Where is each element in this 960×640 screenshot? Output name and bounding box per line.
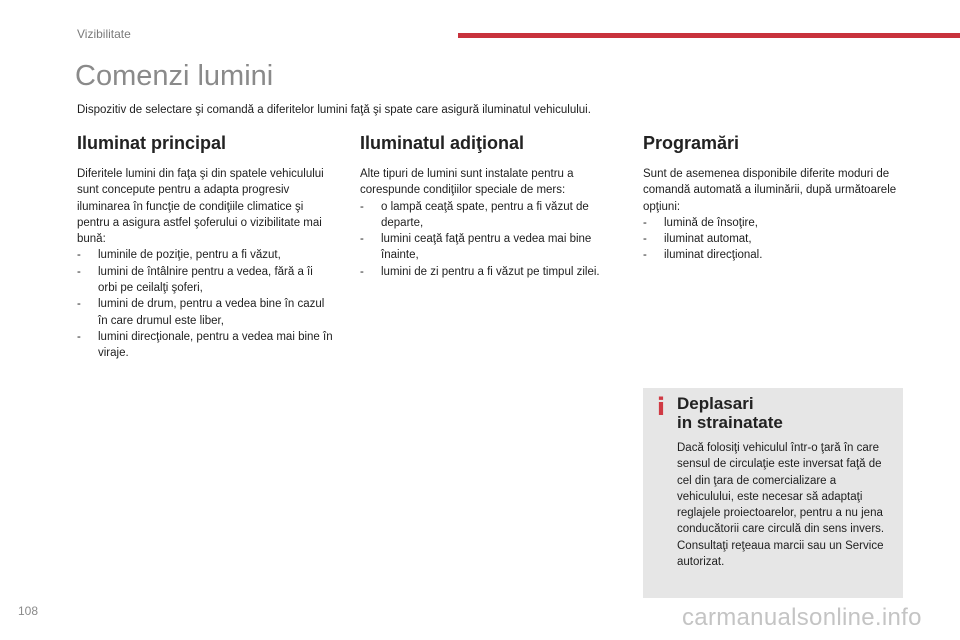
- column-additional-lighting: [360, 133, 618, 280]
- page-title: Comenzi lumini: [75, 60, 274, 92]
- dash-marker: -: [643, 233, 647, 246]
- column-paragraph: Alte tipuri de lumini sunt instalate pentru a corespunde condiţiilor speciale de mers:: [360, 168, 574, 197]
- section-label: Vizibilitate: [77, 27, 131, 41]
- list-item: [643, 231, 901, 247]
- intro-text: Dispozitiv de selectare şi comandă a diferitelor lumini faţă şi spate care asigură iluminatul vehiculului.: [77, 104, 591, 116]
- list-item: [643, 215, 901, 231]
- column-paragraph: Sunt de asemenea disponibile diferite moduri de comandă automată a iluminării, după următoarele opţiuni:: [643, 168, 897, 213]
- info-box-body: [677, 440, 895, 570]
- list-item-text: lumini direcţionale, pentru a vedea mai bine în viraje.: [98, 330, 333, 360]
- list-item-text: lumini de drum, pentru a vedea bine în cazul în care drumul este liber,: [98, 298, 325, 327]
- info-box-title-line2: in strainatate: [677, 413, 783, 432]
- info-box-title-line1: Deplasari: [677, 394, 754, 413]
- list-item-text: o lampă ceaţă spate, pentru a fi văzut de departe,: [381, 200, 589, 229]
- dash-marker: -: [360, 233, 364, 246]
- column-main-lighting: [77, 133, 335, 362]
- watermark: carmanualsonline.info: [682, 604, 922, 631]
- info-box-body-line1: Dacă folosiţi vehiculul într-o ţară în care sensul de circulaţie este inversat faţă de cel din ţara de comercializare a vehiculului, este necesar să adaptaţi reglajele proiectoarelor, pentru a nu jena conducătorii care circulă din sens invers.: [677, 442, 885, 536]
- info-box-body-line2: Consultaţi reţeaua marcii sau un Service autorizat.: [677, 539, 884, 569]
- header-accent-bar: [458, 33, 960, 38]
- dash-marker: -: [77, 265, 81, 278]
- column-heading: Programări: [643, 133, 740, 153]
- column-heading: Iluminatul adiţional: [360, 133, 525, 153]
- bullet-list: [643, 215, 901, 264]
- bullet-list: [77, 247, 335, 361]
- list-item-text: iluminat direcţional.: [664, 249, 763, 262]
- column-programming: [643, 133, 901, 264]
- info-icon: i: [656, 393, 666, 421]
- list-item: [77, 264, 335, 297]
- dash-marker: -: [360, 200, 364, 213]
- list-item: [360, 199, 618, 232]
- list-item: [77, 329, 335, 362]
- list-item: [360, 231, 618, 264]
- dash-marker: -: [77, 330, 81, 343]
- list-item-text: lumină de însoţire,: [664, 216, 758, 229]
- page-number: 108: [18, 604, 39, 618]
- info-box-travel-abroad: [643, 388, 903, 598]
- dash-marker: -: [360, 265, 364, 278]
- info-box-title: [677, 394, 783, 432]
- list-item-text: iluminat automat,: [664, 233, 752, 246]
- dash-marker: -: [77, 298, 81, 311]
- column-heading: Iluminat principal: [77, 133, 227, 153]
- list-item-text: lumini de zi pentru a fi văzut pe timpul zilei.: [381, 265, 600, 278]
- list-item: [77, 247, 335, 263]
- dash-marker: -: [643, 216, 647, 229]
- bullet-list: [360, 199, 618, 280]
- list-item-text: lumini de întâlnire pentru a vedea, fără a îi orbi pe ceilalţi şoferi,: [98, 265, 313, 295]
- list-item: [77, 296, 335, 329]
- dash-marker: -: [77, 249, 81, 262]
- list-item-text: lumini ceaţă faţă pentru a vedea mai bine înainte,: [381, 233, 592, 262]
- list-item: [360, 264, 618, 280]
- list-item-text: luminile de poziţie, pentru a fi văzut,: [98, 249, 281, 262]
- dash-marker: -: [643, 249, 647, 262]
- column-paragraph: Diferitele lumini din faţa şi din spatele vehiculului sunt concepute pentru a adapta progresiv iluminarea în funcţie de condiţiile climatice şi pentru a asigura astfel şoferului o vizibilitate mai bună:: [77, 168, 324, 246]
- list-item: [643, 247, 901, 263]
